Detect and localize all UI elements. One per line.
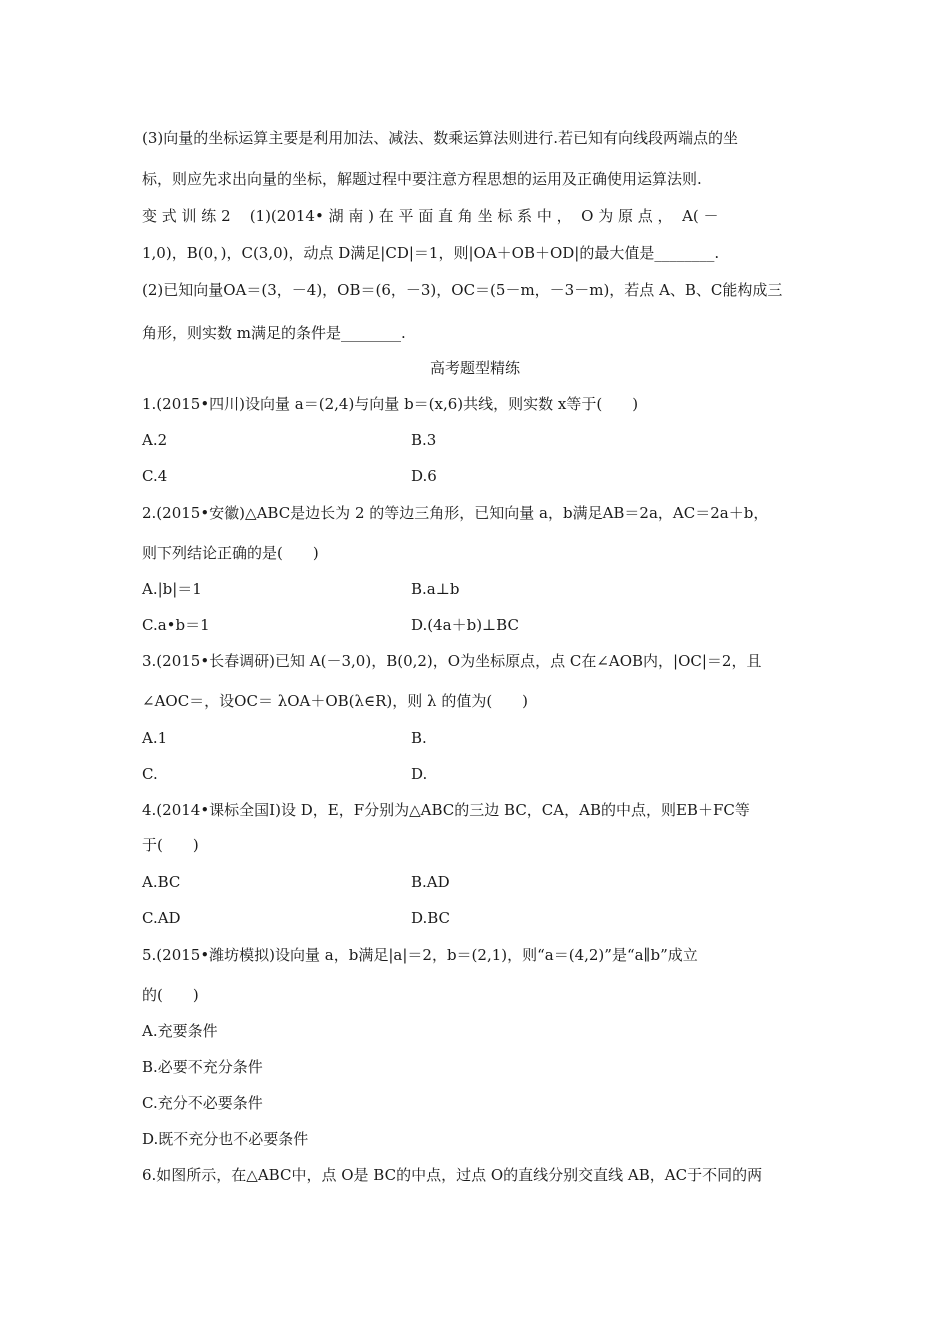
q6-stem-1: 6.如图所示，在△ABC中，点 O是 BC的中点，过点 O的直线分别交直线 AB，AC于不同的两 bbox=[142, 1166, 763, 1184]
q5-option-d: D.既不充分也不必要条件 bbox=[142, 1130, 309, 1148]
q2-stem-2: 则下列结论正确的是( ) bbox=[142, 544, 319, 562]
q1-option-d: D.6 bbox=[411, 467, 437, 485]
q1-option-c: C.4 bbox=[142, 467, 168, 485]
q5-stem-2: 的( ) bbox=[142, 986, 199, 1004]
q2-option-b: B.a⊥b bbox=[411, 580, 460, 598]
q4-option-a: A.BC bbox=[142, 873, 181, 891]
q4-option-b: B.AD bbox=[411, 873, 450, 891]
exercise2-line-3: (2)已知向量OA＝(3，－4)，OB＝(6，－3)，OC＝(5－m，－3－m)，若点 A、B、C能构成三 bbox=[142, 281, 783, 299]
q3-option-b: B. bbox=[411, 729, 427, 747]
q1-stem: 1.(2015•四川)设向量 a＝(2,4)与向量 b＝(x,6)共线，则实数 x等于( ) bbox=[142, 395, 639, 413]
exercise2-line-2: 1,0)，B(0，)，C(3,0)，动点 D满足|CD|＝1，则|OA＋OB＋OD|的最大值是________. bbox=[142, 244, 720, 262]
q5-option-c: C.充分不必要条件 bbox=[142, 1094, 263, 1112]
exercise2-line-4: 角形，则实数 m满足的条件是________. bbox=[142, 324, 406, 342]
q2-option-d: D.(4a＋b)⊥BC bbox=[411, 616, 519, 634]
q4-option-c: C.AD bbox=[142, 909, 181, 927]
q3-stem-2: ∠AOC＝，设OC＝ λOA＋OB(λ∈R)，则 λ 的值为( ) bbox=[142, 692, 529, 710]
q2-option-c: C.a•b＝1 bbox=[142, 616, 210, 634]
intro-line-1: (3)向量的坐标运算主要是利用加法、减法、数乘运算法则进行.若已知有向线段两端点的坐 bbox=[142, 129, 739, 147]
q3-option-c: C. bbox=[142, 765, 158, 783]
q1-option-b: B.3 bbox=[411, 431, 437, 449]
q2-stem-1: 2.(2015•安徽)△ABC是边长为 2 的等边三角形，已知向量 a，b满足AB＝2a，AC＝2a＋b， bbox=[142, 504, 769, 522]
q1-option-a: A.2 bbox=[142, 431, 168, 449]
q4-option-d: D.BC bbox=[411, 909, 451, 927]
q4-stem-1: 4.(2014•课标全国Ⅰ)设 D，E，F分别为△ABC的三边 BC，CA，AB的中点，则EB＋FC等 bbox=[142, 801, 750, 819]
q4-stem-2: 于( ) bbox=[142, 836, 199, 854]
exercise2-line-1: 变 式 训 练 2 (1)(2014• 湖 南 ) 在 平 面 直 角 坐 标 系 中 ， O 为 原 点 ， A( － bbox=[142, 207, 719, 225]
q5-stem-1: 5.(2015•潍坊模拟)设向量 a，b满足|a|＝2，b＝(2,1)，则“a＝(4,2)”是“a∥b”成立 bbox=[142, 946, 698, 964]
intro-line-2: 标，则应先求出向量的坐标，解题过程中要注意方程思想的运用及正确使用运算法则. bbox=[142, 170, 702, 188]
section-title: 高考题型精练 bbox=[429, 359, 520, 377]
q2-option-a: A.|b|＝1 bbox=[142, 580, 202, 598]
q3-stem-1: 3.(2015•长春调研)已知 A(－3,0)，B(0,2)，O为坐标原点，点 C在∠AOB内，|OC|＝2，且 bbox=[142, 652, 762, 670]
q3-option-a: A.1 bbox=[142, 729, 168, 747]
q5-option-a: A.充要条件 bbox=[142, 1022, 218, 1040]
q5-option-b: B.必要不充分条件 bbox=[142, 1058, 263, 1076]
q3-option-d: D. bbox=[411, 765, 428, 783]
